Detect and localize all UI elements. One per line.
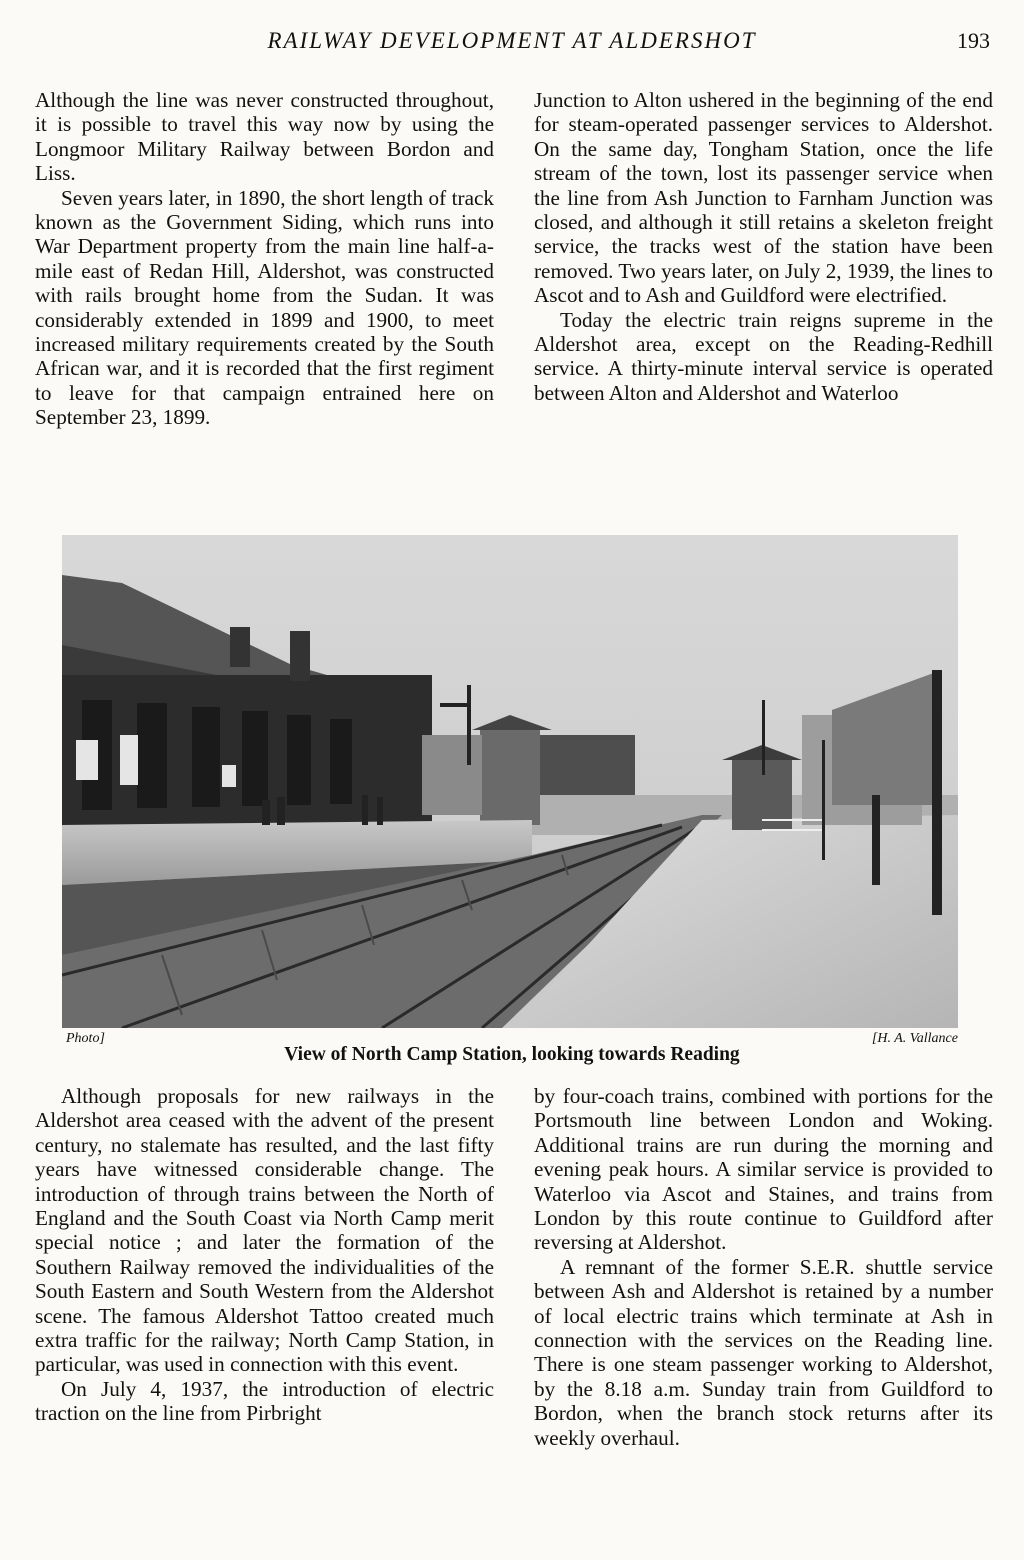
photo-credit-label: Photo]: [66, 1031, 105, 1046]
paragraph: Seven years later, in 1890, the short length of track known as the Government Siding, which runs into War Department property from the main line half-a-mile east of Redan Hill, Aldershot, was constructed with rails brought home from the Sudan. It was considerably extended in 1899 and 1900, to meet increased military requirements created by the South African war, and it is recorded that the first regiment to leave for that campaign entrained here on September 23, 1899.: [35, 185, 494, 430]
paragraph: Today the electric train reigns supreme in the Aldershot area, except on the Reading-Redhill service. A thirty-minute interval service is operated between Alton and Aldershot and Waterloo: [534, 307, 993, 405]
top-columns: [35, 88, 993, 508]
paragraph: A remnant of the former S.E.R. shuttle service between Ash and Aldershot is retained by a number of local electric trains which terminate at Ash in connection with the services on the Reading line. There is one steam passenger working to Aldershot, by the 8.18 a.m. Sunday train from Guildford to Bordon, when the branch stock returns after its weekly overhaul.: [534, 1254, 993, 1450]
station-photo-illustration: [62, 535, 958, 1028]
paragraph: Although the line was never constructed throughout, it is possible to travel this way now by using the Longmoor Military Railway between Bordon and Liss.: [35, 88, 494, 186]
photographer-credit: [H. A. Vallance: [871, 1031, 958, 1046]
bottom-columns: [35, 1084, 993, 1534]
paragraph: by four-coach trains, combined with portions for the Portsmouth line between London and Woking. Additional trains are run during the morning and evening peak hours. A similar service is provided to Waterloo via Ascot and Staines, and trains from London by this route continue to Guildford after reversing at Aldershot.: [534, 1084, 993, 1255]
paragraph: Although proposals for new railways in the Aldershot area ceased with the advent of the present century, no stalemate has resulted, and the last fifty years have witnessed considerable change. The introduction of through trains between the North of England and the South Coast via North Camp merit special notice ; and later the formation of the Southern Railway removed the individualities of the South Eastern and South Western from the Aldershot scene. The famous Aldershot Tattoo created much extra traffic for the railway; North Camp Station, in particular, was used in connection with this event.: [35, 1084, 494, 1377]
running-title: RAILWAY DEVELOPMENT AT ALDERSHOT: [267, 28, 757, 53]
running-head: [34, 28, 990, 62]
page-number: 193: [957, 28, 990, 53]
figure-caption: View of North Camp Station, looking towards Reading: [284, 1044, 740, 1065]
top-left-column: [35, 88, 494, 508]
station-photograph: [62, 535, 958, 1028]
bottom-left-column: [35, 1084, 494, 1534]
top-right-column: [534, 88, 993, 508]
paragraph: On July 4, 1937, the introduction of electric traction on the line from Pirbright: [35, 1376, 494, 1426]
bottom-right-column: [534, 1084, 993, 1534]
paragraph: Junction to Alton ushered in the beginning of the end for steam-operated passenger services to Aldershot. On the same day, Tongham Station, once the life stream of the town, lost its passenger service when the line from Ash Junction to Farnham Junction was closed, and although it still retains a skeleton freight service, the tracks west of the station have been removed. Two years later, on July 2, 1939, the lines to Ascot and to Ash and Guildford were electrified.: [534, 88, 993, 308]
